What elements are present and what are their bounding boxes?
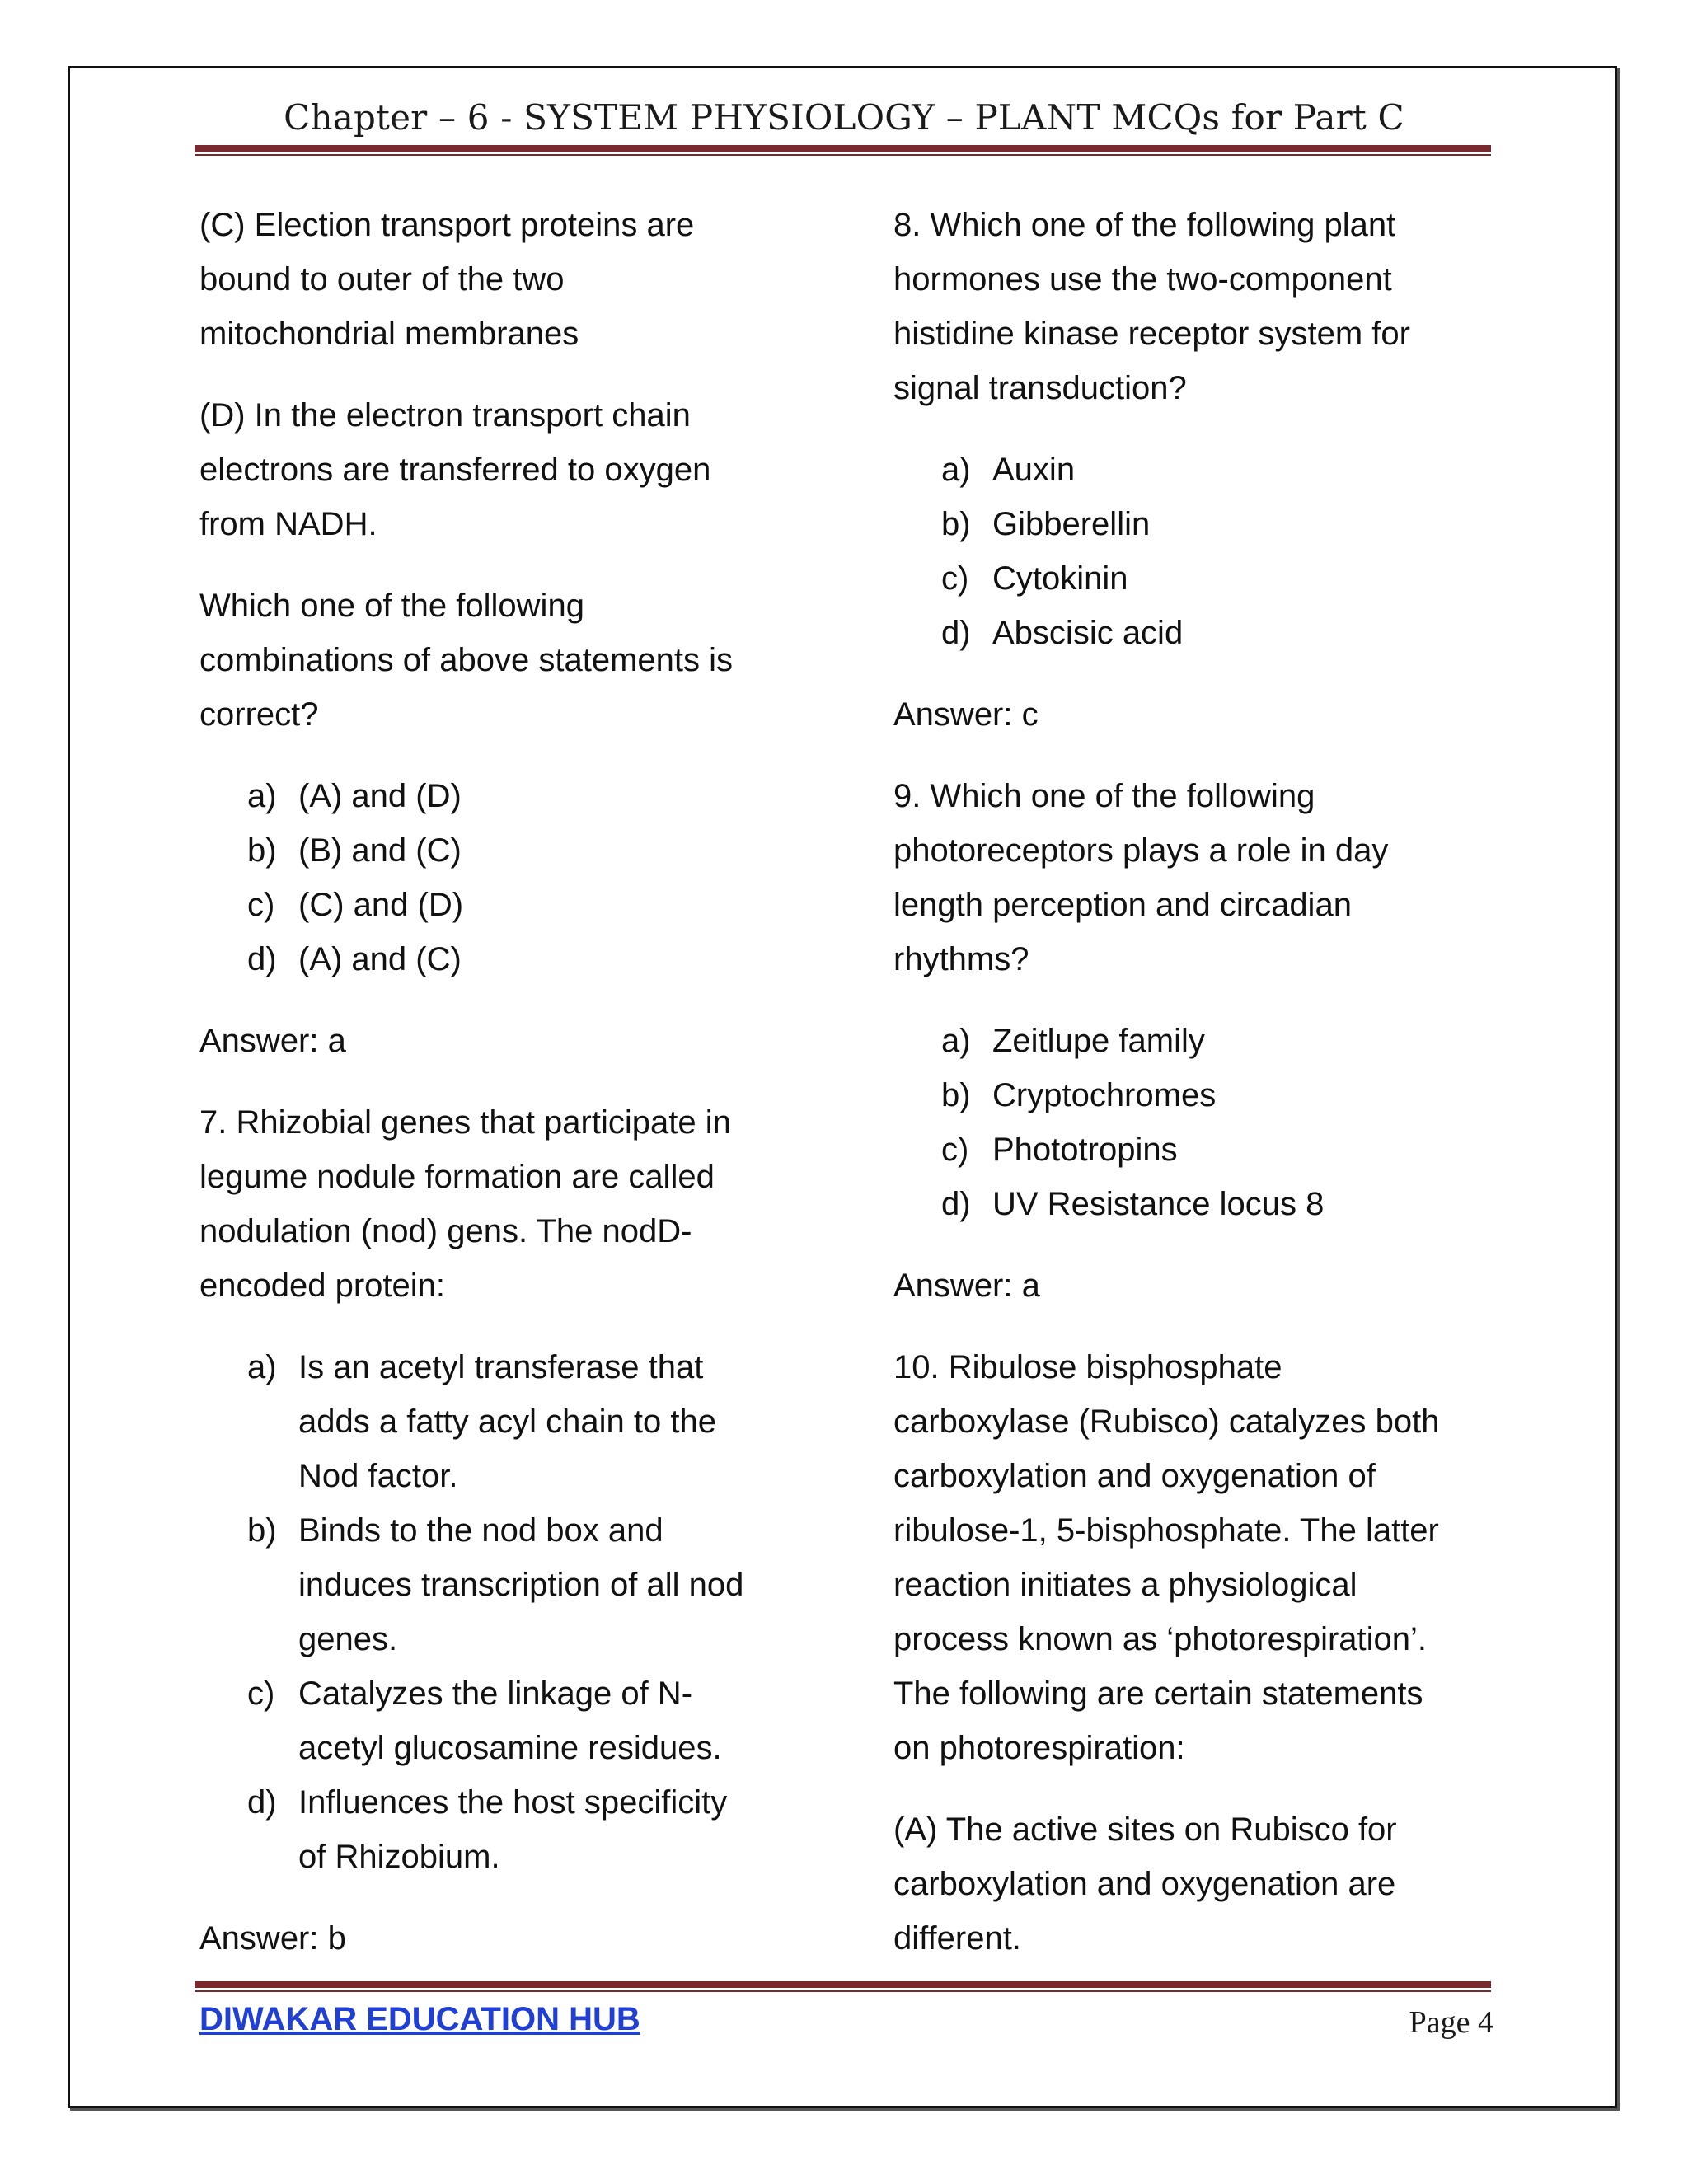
- question-8-text: [893, 198, 1503, 415]
- option-item: [199, 932, 826, 987]
- option-label: c): [247, 887, 275, 923]
- text-line: The following are certain statements: [893, 1675, 1423, 1712]
- option-text: (A) and (D): [298, 778, 462, 814]
- text-line: histidine kinase receptor system for: [893, 316, 1410, 352]
- option-item: [199, 878, 826, 932]
- option-item: [893, 606, 1503, 660]
- option-item: [199, 1666, 826, 1775]
- question-7-answer: Answer: b: [199, 1920, 346, 1957]
- text-line: 7. Rhizobial genes that participate in: [199, 1104, 731, 1141]
- option-text: adds a fatty acyl chain to the: [298, 1404, 716, 1440]
- question-7-options: [199, 1340, 826, 1884]
- text-line: different.: [893, 1920, 1021, 1957]
- header-rule: [195, 145, 1491, 156]
- question-9-options: [893, 1014, 1503, 1231]
- text-line: 10. Ribulose bisphosphate: [893, 1349, 1282, 1385]
- text-line: carboxylation and oxygenation of: [893, 1458, 1376, 1494]
- question-9-answer: Answer: a: [893, 1268, 1040, 1304]
- option-label: a): [941, 1023, 971, 1059]
- option-item: [893, 1122, 1503, 1177]
- text-line: (C) Election transport proteins are: [199, 207, 695, 243]
- statement-d: [199, 388, 826, 551]
- option-item: [893, 1177, 1503, 1231]
- text-line: 9. Which one of the following: [893, 778, 1315, 814]
- option-text: Influences the host specificity: [298, 1784, 728, 1821]
- option-text: Nod factor.: [298, 1458, 458, 1494]
- option-label: c): [941, 1132, 969, 1168]
- option-text: induces transcription of all nod: [298, 1567, 744, 1603]
- text-line: combinations of above statements is: [199, 642, 734, 678]
- option-item: [199, 769, 826, 823]
- option-label: d): [941, 615, 971, 651]
- question-10-text: [893, 1340, 1503, 1775]
- question-8-options: [893, 443, 1503, 660]
- option-text: Cytokinin: [992, 560, 1128, 597]
- text-line: length perception and circadian: [893, 887, 1352, 923]
- statement-c: [199, 198, 826, 361]
- option-item: [893, 1068, 1503, 1122]
- option-label: d): [941, 1186, 971, 1222]
- left-column: [199, 198, 826, 1993]
- option-text: genes.: [298, 1621, 398, 1657]
- option-text: Zeitlupe family: [992, 1023, 1205, 1059]
- question-6-prompt: [199, 579, 826, 742]
- question-9-text: [893, 769, 1503, 987]
- page-number: Page 4: [1409, 2005, 1493, 2040]
- option-label: b): [941, 1077, 971, 1113]
- text-line: correct?: [199, 696, 319, 733]
- text-line: 8. Which one of the following plant: [893, 207, 1396, 243]
- question-7-text: [199, 1095, 826, 1313]
- text-line: bound to outer of the two: [199, 261, 565, 298]
- option-item: [199, 1340, 826, 1503]
- option-text: UV Resistance locus 8: [992, 1186, 1325, 1222]
- option-label: b): [941, 506, 971, 542]
- option-label: a): [247, 1349, 277, 1385]
- question-6-answer: Answer: a: [199, 1023, 346, 1059]
- text-line: legume nodule formation are called: [199, 1159, 715, 1195]
- text-line: mitochondrial membranes: [199, 316, 579, 352]
- footer-rule: [195, 1981, 1491, 1992]
- text-line: nodulation (nod) gens. The nodD-: [199, 1213, 692, 1249]
- page-header-title: Chapter – 6 - SYSTEM PHYSIOLOGY – PLANT MCQs for Part C: [284, 97, 1404, 138]
- option-text: Binds to the nod box and: [298, 1512, 663, 1549]
- text-line: (D) In the electron transport chain: [199, 397, 691, 434]
- option-item: [893, 497, 1503, 551]
- text-line: rhythms?: [893, 941, 1029, 977]
- text-line: from NADH.: [199, 506, 377, 542]
- text-line: on photorespiration:: [893, 1730, 1185, 1766]
- option-text: Is an acetyl transferase that: [298, 1349, 704, 1385]
- option-text: (B) and (C): [298, 832, 462, 869]
- option-text: Gibberellin: [992, 506, 1151, 542]
- option-item: [893, 1014, 1503, 1068]
- right-column: [893, 198, 1503, 1993]
- option-text: Catalyzes the linkage of N-: [298, 1675, 693, 1712]
- option-text: Phototropins: [992, 1132, 1178, 1168]
- option-item: [199, 1503, 826, 1666]
- option-label: d): [247, 1784, 277, 1821]
- text-line: ribulose-1, 5-bisphosphate. The latter: [893, 1512, 1439, 1549]
- option-text: Abscisic acid: [992, 615, 1184, 651]
- option-label: c): [247, 1675, 275, 1712]
- text-line: (A) The active sites on Rubisco for: [893, 1811, 1397, 1848]
- option-label: a): [941, 452, 971, 488]
- option-text: (C) and (D): [298, 887, 464, 923]
- text-line: carboxylation and oxygenation are: [893, 1866, 1396, 1902]
- text-line: hormones use the two-component: [893, 261, 1392, 298]
- option-item: [893, 443, 1503, 497]
- option-item: [893, 551, 1503, 606]
- question-10-statement-a: [893, 1802, 1503, 1966]
- text-line: carboxylase (Rubisco) catalyzes both: [893, 1404, 1440, 1440]
- option-item: [199, 823, 826, 878]
- footer-brand-link[interactable]: DIWAKAR EDUCATION HUB: [199, 2001, 640, 2037]
- text-line: encoded protein:: [199, 1268, 446, 1304]
- option-label: b): [247, 832, 277, 869]
- option-text: of Rhizobium.: [298, 1839, 500, 1875]
- text-line: signal transduction?: [893, 370, 1187, 406]
- option-text: Cryptochromes: [992, 1077, 1217, 1113]
- option-label: d): [247, 941, 277, 977]
- text-line: process known as ‘photorespiration’.: [893, 1621, 1428, 1657]
- option-text: Auxin: [992, 452, 1076, 488]
- question-8-answer: Answer: c: [893, 696, 1039, 733]
- text-line: Which one of the following: [199, 588, 584, 624]
- option-label: c): [941, 560, 969, 597]
- question-6-options: [199, 769, 826, 987]
- text-line: photoreceptors plays a role in day: [893, 832, 1389, 869]
- option-text: acetyl glucosamine residues.: [298, 1730, 722, 1766]
- text-line: electrons are transferred to oxygen: [199, 452, 711, 488]
- option-text: (A) and (C): [298, 941, 462, 977]
- option-label: b): [247, 1512, 277, 1549]
- option-item: [199, 1775, 826, 1884]
- option-label: a): [247, 778, 277, 814]
- text-line: reaction initiates a physiological: [893, 1567, 1357, 1603]
